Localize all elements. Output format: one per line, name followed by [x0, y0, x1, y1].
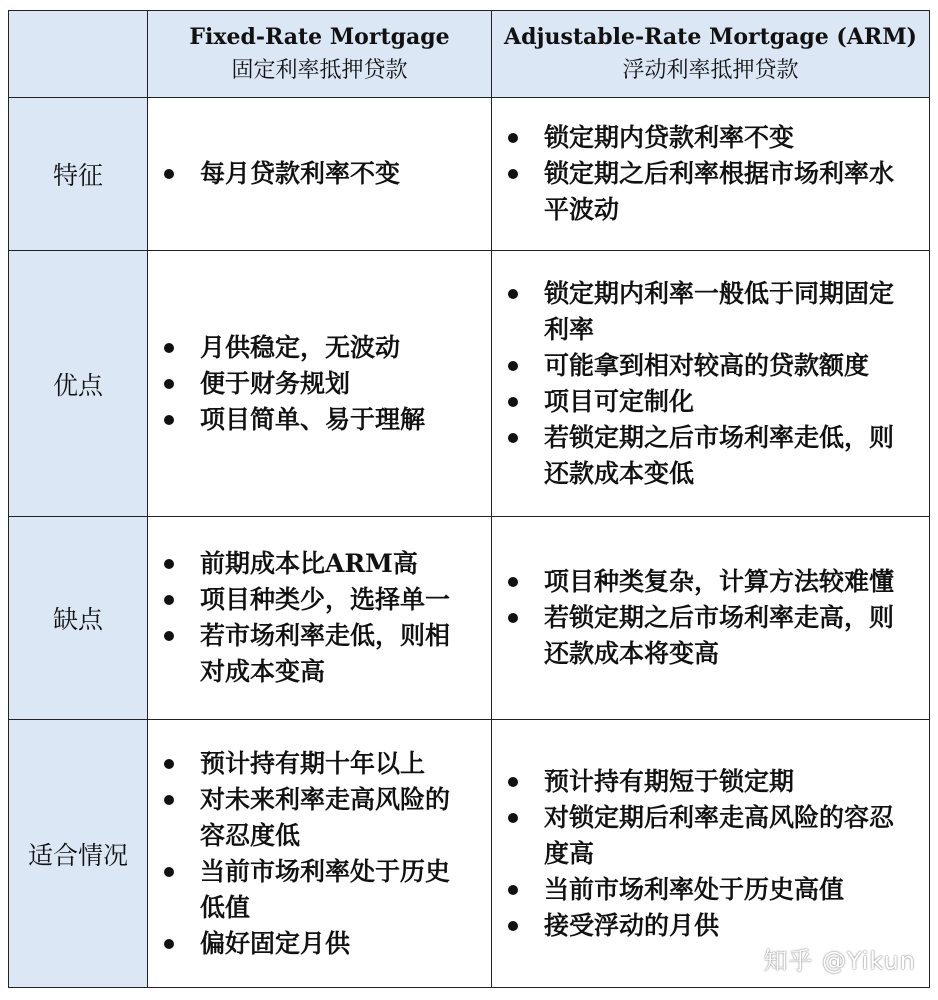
list-item: [492, 872, 911, 908]
arm-header: [492, 11, 930, 98]
list-item-text: 若市场利率走低，则相对成本变高: [200, 621, 451, 686]
bullet-icon: [164, 867, 174, 877]
comparison-table: [8, 10, 930, 988]
bullet-icon: [164, 343, 174, 353]
list-item: [492, 420, 911, 492]
list-item-text: 对未来利率走高风险的容忍度低: [200, 784, 451, 850]
header-row: [9, 11, 930, 98]
list-item: [148, 330, 473, 366]
bullet-list: [148, 330, 491, 438]
bullet-icon: [164, 939, 174, 949]
list-item: [492, 908, 911, 944]
bullet-list: [148, 156, 491, 192]
list-item-text: 锁定期之后利率根据市场利率水平波动: [544, 159, 895, 224]
list-item: [148, 854, 473, 926]
arm-cell: [492, 251, 930, 517]
bullet-icon: [508, 577, 518, 587]
row-label: 适合情况: [9, 720, 148, 988]
bullet-icon: [508, 133, 518, 143]
bullet-list: [492, 276, 929, 492]
list-item: [148, 366, 473, 402]
bullet-icon: [164, 795, 174, 805]
list-item: [148, 156, 473, 192]
fixed-rate-cell: [148, 517, 492, 720]
arm-title-zh: 浮动利率抵押贷款: [622, 58, 799, 83]
list-item-text: 预计持有期十年以上: [200, 748, 426, 778]
bullet-icon: [508, 397, 518, 407]
list-item: [492, 764, 911, 800]
table-row: [9, 98, 930, 251]
fixed-rate-cell: [148, 251, 492, 517]
list-item: [148, 582, 473, 618]
list-item-text: 若锁定期之后市场利率走高，则还款成本将变高: [544, 603, 895, 668]
list-item-text: 预计持有期短于锁定期: [544, 766, 795, 796]
arm-title-en: Adjustable-Rate Mortgage (ARM): [504, 24, 917, 50]
bullet-icon: [508, 613, 518, 623]
list-item: [492, 800, 911, 872]
list-item-text: 月供稳定，无波动: [200, 332, 401, 362]
bullet-list: [492, 564, 929, 672]
bullet-icon: [164, 379, 174, 389]
list-item: [148, 402, 473, 438]
list-item-text: 偏好固定月供: [200, 928, 351, 958]
corner-cell: [9, 11, 148, 98]
bullet-icon: [508, 433, 518, 443]
list-item-text: 当前市场利率处于历史低值: [200, 856, 451, 922]
watermark: 知乎 @Yikun: [763, 947, 916, 975]
list-item: [492, 276, 911, 348]
list-item-text: 对锁定期后利率走高风险的容忍度高: [544, 802, 895, 868]
bullet-icon: [508, 813, 518, 823]
bullet-list: [492, 764, 929, 944]
fixed-rate-cell: [148, 98, 492, 251]
list-item: [492, 600, 911, 672]
list-item: [148, 926, 473, 962]
list-item: [492, 348, 911, 384]
list-item: [492, 564, 911, 600]
list-item: [148, 546, 473, 582]
row-label: 缺点: [9, 517, 148, 720]
list-item: [492, 156, 911, 228]
list-item: [492, 120, 911, 156]
list-item: [148, 782, 473, 854]
list-item-text: 若锁定期之后市场利率走低，则还款成本变低: [544, 422, 895, 488]
table-row: [9, 251, 930, 517]
bullet-icon: [508, 885, 518, 895]
list-item-text: 锁定期内贷款利率不变: [544, 123, 795, 152]
bullet-list: [148, 746, 491, 962]
bullet-icon: [508, 777, 518, 787]
bullet-icon: [164, 415, 174, 425]
bullet-icon: [508, 169, 518, 179]
list-item-text: 项目可定制化: [544, 386, 695, 416]
list-item: [148, 618, 473, 690]
row-label: 优点: [9, 251, 148, 517]
arm-cell: [492, 98, 930, 251]
list-item-text: 前期成本比ARM高: [200, 549, 418, 578]
bullet-icon: [508, 289, 518, 299]
table-row: [9, 517, 930, 720]
bullet-icon: [164, 559, 174, 569]
bullet-icon: [164, 169, 174, 179]
bullet-list: [148, 546, 491, 690]
list-item-text: 当前市场利率处于历史高值: [544, 874, 845, 904]
row-label: 特征: [9, 98, 148, 251]
fixed-rate-title-zh: 固定利率抵押贷款: [231, 58, 408, 83]
bullet-icon: [164, 595, 174, 605]
list-item-text: 每月贷款利率不变: [200, 159, 401, 188]
list-item-text: 可能拿到相对较高的贷款额度: [544, 350, 870, 380]
list-item-text: 便于财务规划: [200, 368, 351, 398]
list-item-text: 项目种类少，选择单一: [200, 585, 451, 614]
bullet-icon: [508, 921, 518, 931]
list-item-text: 锁定期内利率一般低于同期固定利率: [544, 278, 895, 344]
bullet-icon: [164, 631, 174, 641]
list-item-text: 项目种类复杂，计算方法较难懂: [544, 567, 895, 596]
arm-cell: [492, 517, 930, 720]
list-item-text: 接受浮动的月供: [544, 910, 720, 940]
fixed-rate-cell: [148, 720, 492, 988]
bullet-list: [492, 120, 929, 228]
list-item: [148, 746, 473, 782]
fixed-rate-title-en: Fixed-Rate Mortgage: [189, 24, 450, 50]
bullet-icon: [508, 361, 518, 371]
bullet-icon: [164, 759, 174, 769]
list-item: [492, 384, 911, 420]
fixed-rate-header: [148, 11, 492, 98]
list-item-text: 项目简单、易于理解: [200, 404, 426, 434]
